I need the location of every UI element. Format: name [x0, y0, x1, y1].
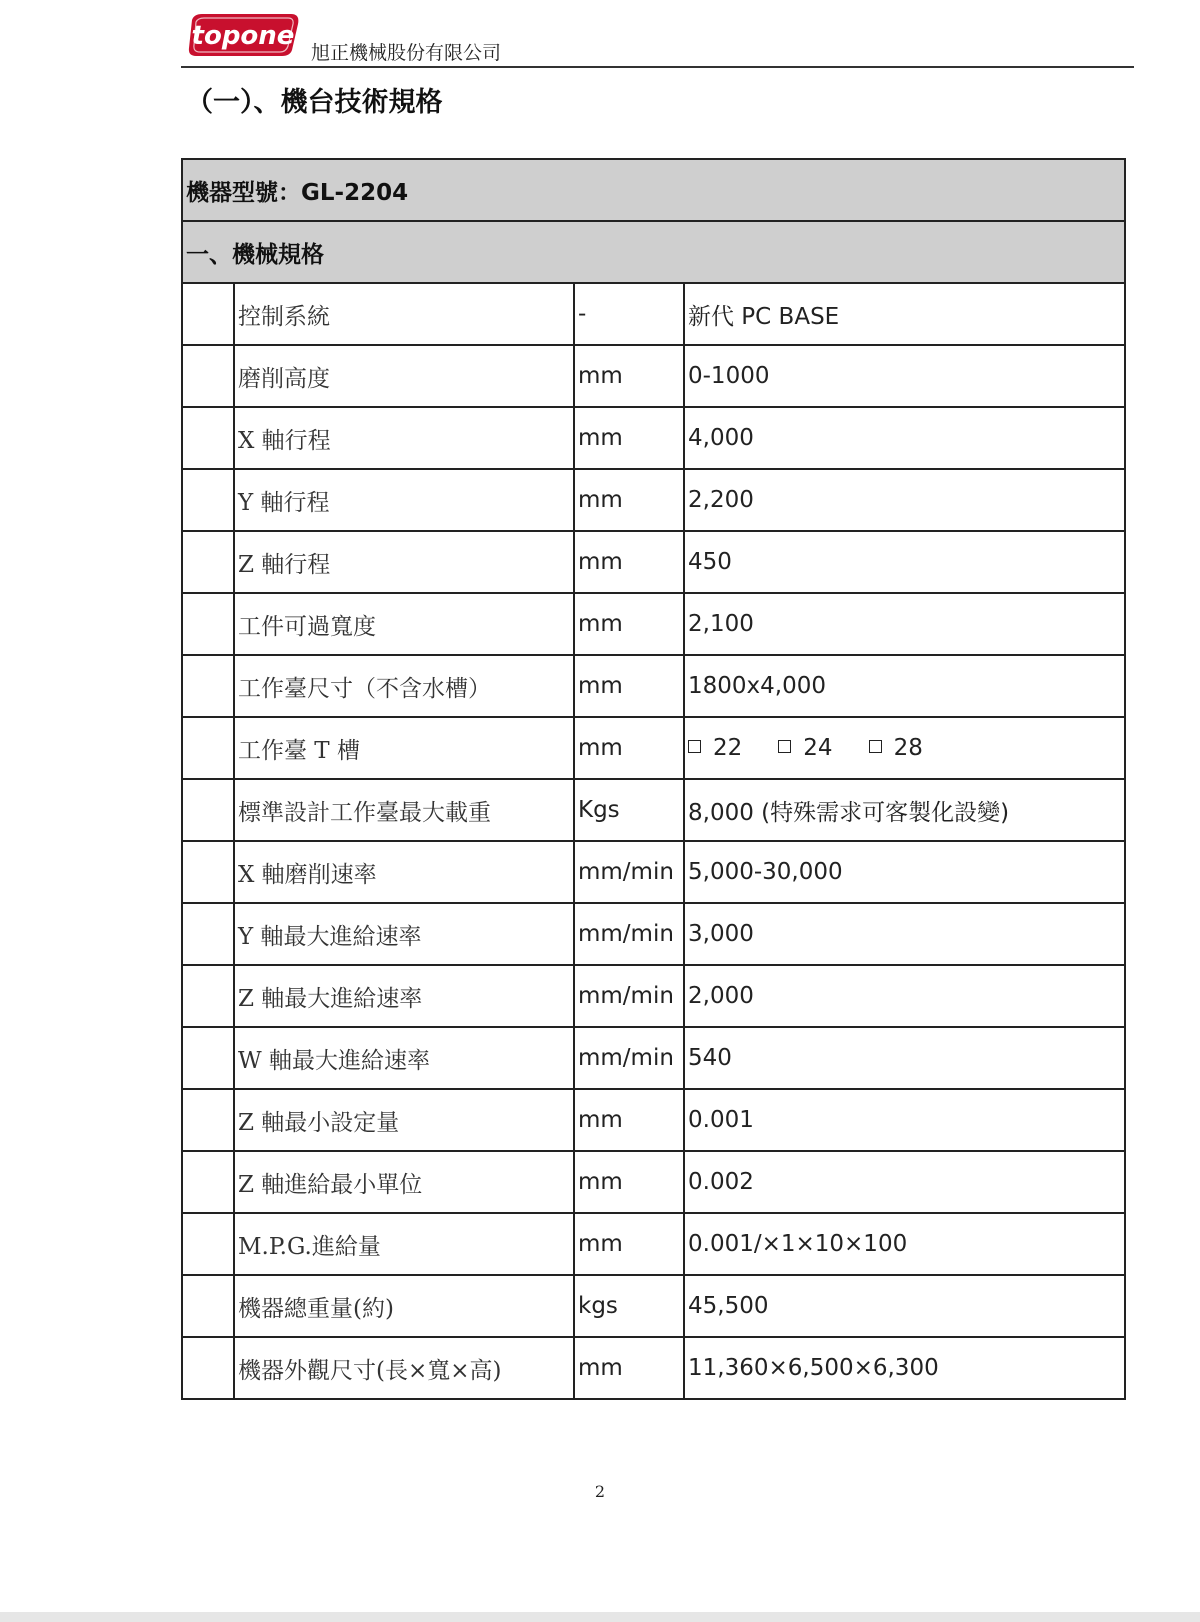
t-slot-size: 22 [713, 735, 743, 761]
spec-unit: mm [574, 1089, 684, 1151]
spec-unit: mm/min [574, 841, 684, 903]
t-slot-size: 24 [803, 735, 833, 761]
spec-value: 45,500 [684, 1275, 1125, 1337]
spec-row [182, 1089, 1125, 1151]
spec-label: 工件可過寬度 [234, 593, 574, 655]
header-divider [181, 66, 1134, 68]
checkbox-icon [688, 740, 701, 753]
spec-table [181, 158, 1126, 1400]
spec-row [182, 965, 1125, 1027]
indent-cell [182, 345, 234, 407]
indent-cell [182, 1027, 234, 1089]
indent-cell [182, 965, 234, 1027]
spec-label: 工作臺 T 槽 [234, 717, 574, 779]
spec-label: X 軸行程 [234, 407, 574, 469]
spec-row [182, 1027, 1125, 1089]
spec-unit: mm [574, 717, 684, 779]
model-value: GL-2204 [301, 179, 409, 206]
indent-cell [182, 779, 234, 841]
t-slot-option [778, 735, 832, 761]
spec-label: 工作臺尺寸（不含水槽） [234, 655, 574, 717]
indent-cell [182, 407, 234, 469]
spec-label: W 軸最大進給速率 [234, 1027, 574, 1089]
spec-row [182, 779, 1125, 841]
spec-label: Z 軸行程 [234, 531, 574, 593]
spec-row [182, 283, 1125, 345]
spec-value: 0.001 [684, 1089, 1125, 1151]
spec-label: Z 軸最小設定量 [234, 1089, 574, 1151]
company-name: 旭正機械股份有限公司 [311, 42, 502, 64]
model-label: 機器型號： [186, 179, 301, 206]
section-row [182, 221, 1125, 283]
spec-value: 540 [684, 1027, 1125, 1089]
spec-label: Y 軸最大進給速率 [234, 903, 574, 965]
checkbox-icon [778, 740, 791, 753]
indent-cell [182, 655, 234, 717]
spec-unit: mm [574, 407, 684, 469]
spec-value: 2,200 [684, 469, 1125, 531]
spec-value: 2,000 [684, 965, 1125, 1027]
spec-row [182, 903, 1125, 965]
spec-label: M.P.G.進給量 [234, 1213, 574, 1275]
spec-unit: mm [574, 531, 684, 593]
spec-label: Y 軸行程 [234, 469, 574, 531]
spec-value: 1800x4,000 [684, 655, 1125, 717]
indent-cell [182, 1275, 234, 1337]
logo-wordmark: topone [191, 21, 295, 51]
indent-cell [182, 1213, 234, 1275]
t-slot-option [869, 735, 923, 761]
spec-value: 新代 PC BASE [684, 283, 1125, 345]
page-number: 2 [594, 1482, 606, 1501]
spec-label: Z 軸進給最小單位 [234, 1151, 574, 1213]
page-bottom-edge [0, 1612, 1200, 1622]
indent-cell [182, 903, 234, 965]
spec-label: 機器總重量(約) [234, 1275, 574, 1337]
spec-label: X 軸磨削速率 [234, 841, 574, 903]
spec-row [182, 345, 1125, 407]
indent-cell [182, 469, 234, 531]
spec-row [182, 1275, 1125, 1337]
spec-value: 4,000 [684, 407, 1125, 469]
spec-label: Z 軸最大進給速率 [234, 965, 574, 1027]
spec-label: 磨削高度 [234, 345, 574, 407]
spec-unit: mm/min [574, 903, 684, 965]
t-slot-option [688, 735, 742, 761]
spec-row [182, 1151, 1125, 1213]
spec-row [182, 531, 1125, 593]
indent-cell [182, 283, 234, 345]
topone-logo [186, 12, 301, 58]
indent-cell [182, 841, 234, 903]
indent-cell [182, 593, 234, 655]
spec-unit: mm [574, 593, 684, 655]
indent-cell [182, 717, 234, 779]
spec-value: 11,360×6,500×6,300 [684, 1337, 1125, 1399]
spec-row [182, 1337, 1125, 1399]
indent-cell [182, 1151, 234, 1213]
checkbox-icon [869, 740, 882, 753]
spec-value: 5,000-30,000 [684, 841, 1125, 903]
spec-value: 0.001/×1×10×100 [684, 1213, 1125, 1275]
spec-unit: mm [574, 345, 684, 407]
spec-unit: mm [574, 655, 684, 717]
spec-label: 控制系統 [234, 283, 574, 345]
spec-row [182, 407, 1125, 469]
spec-unit: mm [574, 1337, 684, 1399]
spec-row [182, 1213, 1125, 1275]
spec-unit: mm/min [574, 1027, 684, 1089]
spec-row [182, 841, 1125, 903]
t-slot-size: 28 [893, 735, 923, 761]
section-label: 一、機械規格 [182, 221, 1125, 283]
spec-value: 3,000 [684, 903, 1125, 965]
spec-value: 8,000 (特殊需求可客製化設變) [684, 779, 1125, 841]
indent-cell [182, 531, 234, 593]
spec-label: 機器外觀尺寸(長×寬×高) [234, 1337, 574, 1399]
indent-cell [182, 1337, 234, 1399]
spec-unit: - [574, 283, 684, 345]
spec-value [684, 717, 1125, 779]
indent-cell [182, 1089, 234, 1151]
spec-value: 2,100 [684, 593, 1125, 655]
spec-unit: mm [574, 1213, 684, 1275]
spec-label: 標準設計工作臺最大載重 [234, 779, 574, 841]
spec-row [182, 593, 1125, 655]
section-heading: （一）、機台技術規格 [186, 87, 443, 118]
model-cell [182, 159, 1125, 221]
model-row [182, 159, 1125, 221]
spec-value: 450 [684, 531, 1125, 593]
spec-row [182, 655, 1125, 717]
spec-unit: mm [574, 1151, 684, 1213]
spec-value: 0.002 [684, 1151, 1125, 1213]
spec-unit: mm/min [574, 965, 684, 1027]
spec-unit: mm [574, 469, 684, 531]
spec-row [182, 717, 1125, 779]
spec-row [182, 469, 1125, 531]
page-header [186, 8, 1136, 70]
spec-value: 0-1000 [684, 345, 1125, 407]
spec-unit: kgs [574, 1275, 684, 1337]
spec-unit: Kgs [574, 779, 684, 841]
